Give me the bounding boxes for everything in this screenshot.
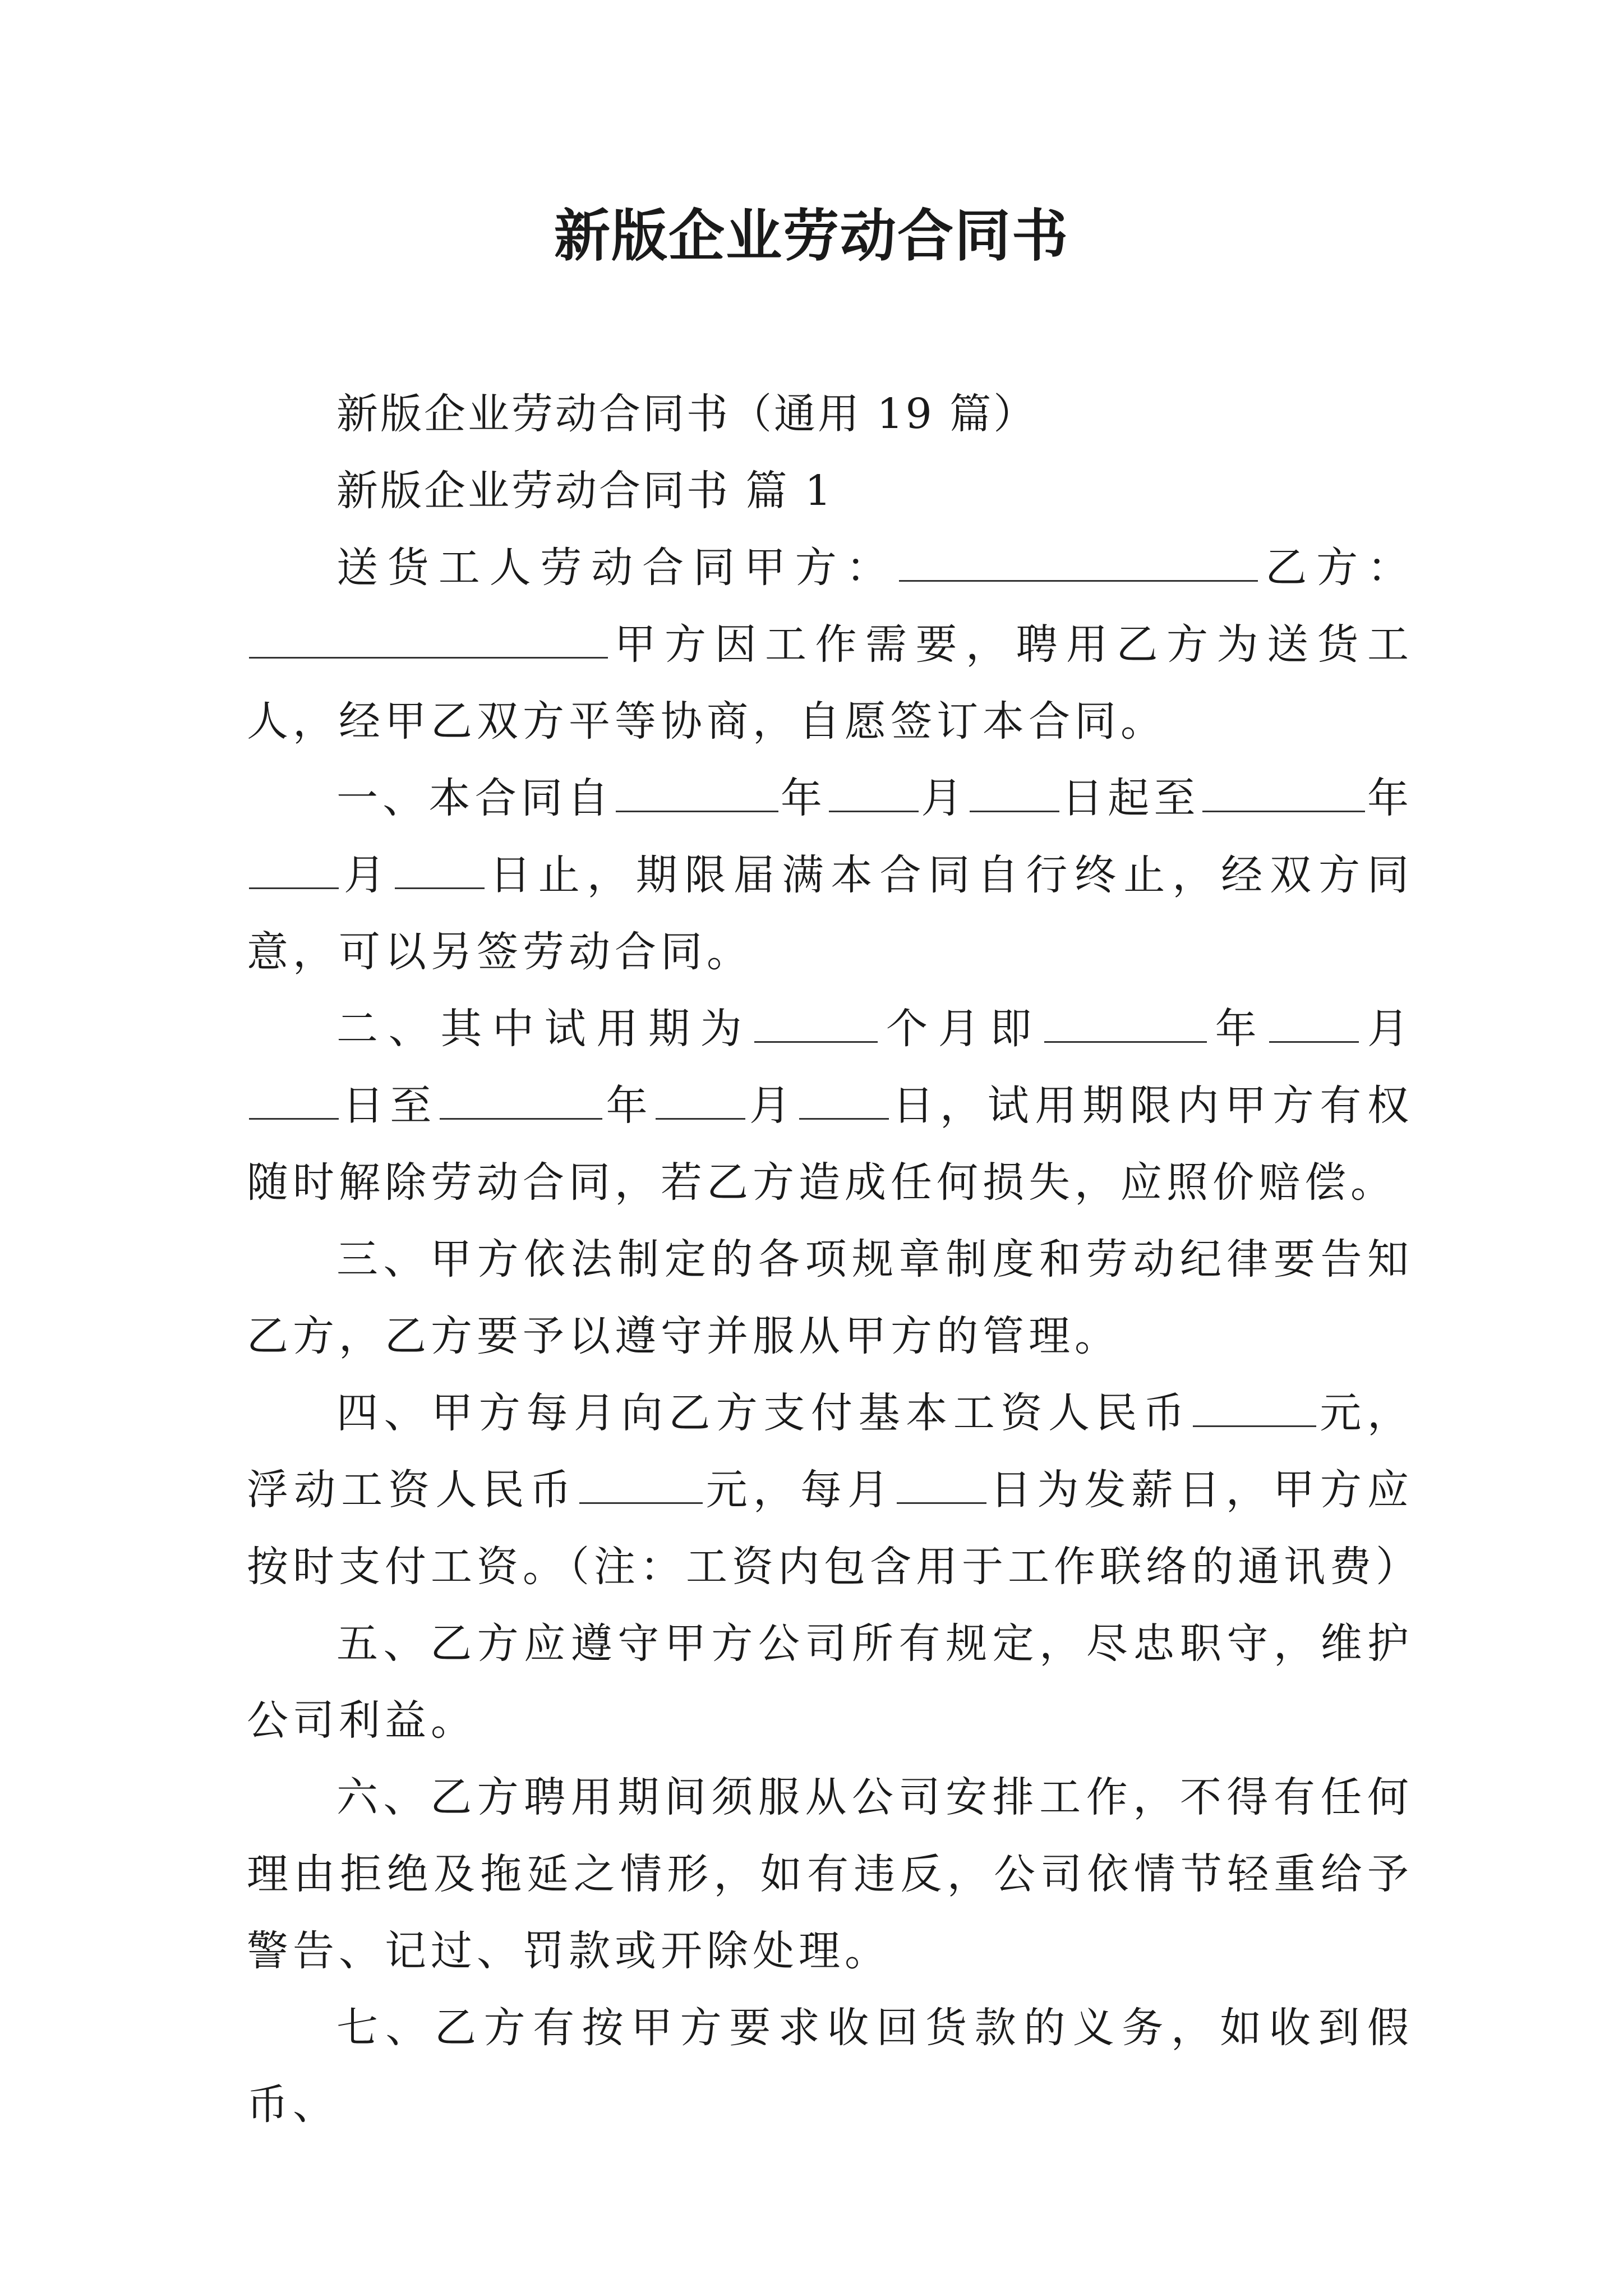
- party-b-blank[interactable]: [249, 624, 608, 659]
- probation-end-month-blank[interactable]: [656, 1085, 745, 1120]
- clause-2-text-d: 月: [1361, 1005, 1414, 1053]
- document-body: [247, 376, 1422, 2143]
- intro-paragraph: [247, 530, 1413, 760]
- payday-blank[interactable]: [897, 1470, 986, 1504]
- clause-1-text-d: 日起至: [1061, 774, 1200, 822]
- start-day-blank[interactable]: [970, 778, 1059, 812]
- clause-2-text-c: 年: [1209, 1005, 1267, 1053]
- clause-2-text-e: 日至: [341, 1082, 437, 1130]
- clause-5: 五、乙方应遵守甲方公司所有规定，尽忠职守，维护公司利益。: [247, 1619, 1413, 1745]
- clause-4-text-b: 元，浮动工资人民币: [247, 1389, 1414, 1514]
- clause-4-text-c: 元，每月: [704, 1466, 895, 1514]
- probation-end-year-blank[interactable]: [440, 1085, 602, 1120]
- clause-2-text-b: 个月即: [880, 1005, 1043, 1053]
- clause-1-text-c: 月: [921, 774, 967, 822]
- clause-1-text-b: 年: [780, 774, 827, 822]
- base-salary-blank[interactable]: [1193, 1393, 1316, 1427]
- section-heading: 新版企业劳动合同书 篇 1: [336, 467, 834, 515]
- floating-salary-blank[interactable]: [579, 1470, 703, 1504]
- clause-2-text-a: 二、其中试用期为: [336, 1005, 753, 1053]
- start-month-blank[interactable]: [829, 778, 919, 812]
- clause-1-text-g: 日止，期限届满本合同自行终止，经双方同意，可以另签劳动合同。: [247, 851, 1413, 976]
- clause-7: 七、乙方有按甲方要求收回货款的义务，如收到假币、: [247, 2004, 1413, 2129]
- clause-4-text-a: 四、甲方每月向乙方支付基本工资人民币: [336, 1389, 1191, 1437]
- probation-start-month-blank[interactable]: [1269, 1009, 1359, 1043]
- end-month-blank[interactable]: [249, 855, 339, 889]
- end-day-blank[interactable]: [395, 855, 485, 889]
- probation-end-day-blank[interactable]: [799, 1085, 889, 1120]
- end-year-blank[interactable]: [1202, 778, 1365, 812]
- intro-text-b: 乙方：: [1260, 544, 1414, 592]
- clause-4: [247, 1375, 1422, 1605]
- document-title: 新版企业劳动合同书: [554, 203, 1069, 269]
- clause-2-text-h: 日，试用期限内甲方有权随时解除劳动合同，若乙方造成任何损失，应照价赔偿。: [247, 1082, 1414, 1207]
- intro-text-a: 送货工人劳动合同甲方：: [336, 544, 897, 592]
- start-year-blank[interactable]: [616, 778, 778, 812]
- probation-months-blank[interactable]: [754, 1009, 878, 1043]
- intro-text-c: 甲方因工作需要，聘用乙方为送货工人，经甲乙双方平等协商，自愿签订本合同。: [247, 620, 1413, 746]
- probation-start-day-blank[interactable]: [249, 1085, 339, 1120]
- party-a-blank[interactable]: [899, 547, 1258, 582]
- clause-1-text-f: 月: [341, 851, 393, 899]
- clause-2-text-f: 年: [605, 1082, 654, 1130]
- clause-1: [247, 760, 1413, 991]
- clause-6: 六、乙方聘用期间须服从公司安排工作，不得有任何理由拒绝及拖延之情形，如有违反，公司依情节轻重给予警告、记过、罚款或开除处理。: [247, 1773, 1413, 1975]
- clause-2-text-g: 月: [748, 1082, 797, 1130]
- clause-3: 三、甲方依法制定的各项规章制度和劳动纪律要告知乙方，乙方要予以遵守并服从甲方的管理。: [247, 1235, 1413, 1360]
- document-subtitle: 新版企业劳动合同书（通用 19 篇）: [336, 390, 1038, 438]
- probation-start-year-blank[interactable]: [1044, 1009, 1207, 1043]
- clause-2: [247, 991, 1413, 1221]
- clause-1-text-e: 年: [1367, 774, 1414, 822]
- clause-1-text-a: 一、本合同自: [336, 774, 614, 822]
- clause-4-text-d: 日为发薪日，甲方应按时支付工资。（注：工资内包含用于工作联络的通讯费）: [247, 1466, 1422, 1591]
